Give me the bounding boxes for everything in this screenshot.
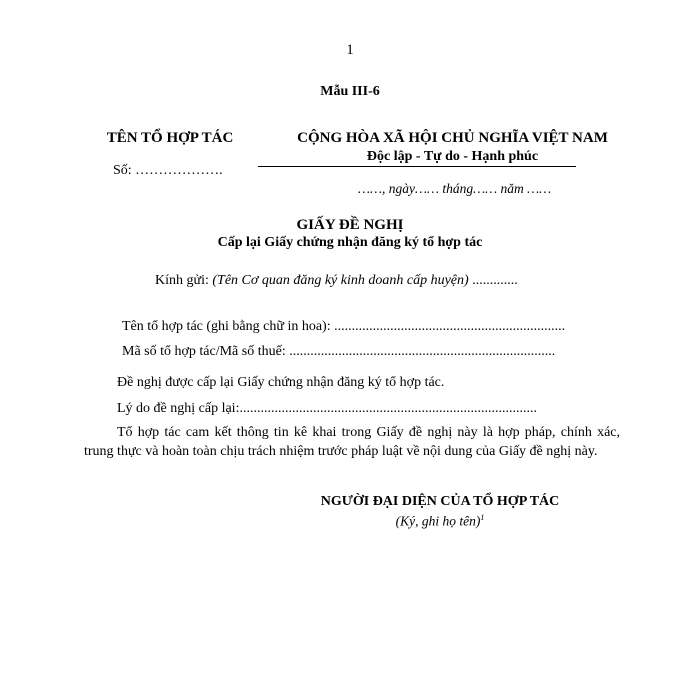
document-number-line: Số: ……………….	[113, 163, 223, 178]
recipient-line	[155, 273, 518, 289]
request-statement: Đề nghị được cấp lại Giấy chứng nhận đăng ký tổ hợp tác.	[117, 375, 445, 390]
date-line: ……, ngày…… tháng…… năm ……	[358, 181, 552, 196]
recipient-value: (Tên Cơ quan đăng ký kinh doanh cấp huyện)	[212, 273, 469, 288]
signer-note-text: (Ký, ghi họ tên)	[395, 513, 481, 529]
motto-underline	[258, 166, 576, 167]
field-tax-code: Mã số tổ hợp tác/Mã số thuế: ............................................................................	[122, 344, 556, 359]
field-cooperative-name: Tên tổ hợp tác (ghi bằng chữ in hoa): ..................................................................	[122, 319, 566, 334]
commitment-paragraph: Tổ hợp tác cam kết thông tin kê khai trong Giấy đề nghị này là hợp pháp, chính xác, trung thực và hoàn toàn chịu trách nhiệm trước pháp luật về nội dung của Giấy đề nghị này.	[84, 425, 620, 459]
cooperative-name-label: TÊN TỔ HỢP TÁC	[106, 130, 234, 146]
national-title: CỘNG HÒA XÃ HỘI CHỦ NGHĨA VIỆT NAM	[297, 130, 608, 146]
document-subtitle: Cấp lại Giấy chứng nhận đăng ký tổ hợp tác	[217, 235, 483, 250]
recipient-dots: .............	[468, 273, 518, 288]
national-motto: Độc lập - Tự do - Hạnh phúc	[366, 149, 539, 164]
recipient-label: Kính gửi:	[155, 273, 209, 288]
signer-title: NGƯỜI ĐẠI DIỆN CỦA TỔ HỢP TÁC	[320, 494, 560, 509]
form-code: Mẫu III-6	[320, 84, 380, 99]
reason-line: Lý do đề nghị cấp lại:.....................................................................................	[117, 401, 537, 416]
page-number: 1	[346, 42, 354, 58]
signer-note	[310, 513, 570, 530]
footnote-mark: 1	[480, 513, 485, 522]
document-title: GIẤY ĐỀ NGHỊ	[296, 217, 404, 233]
